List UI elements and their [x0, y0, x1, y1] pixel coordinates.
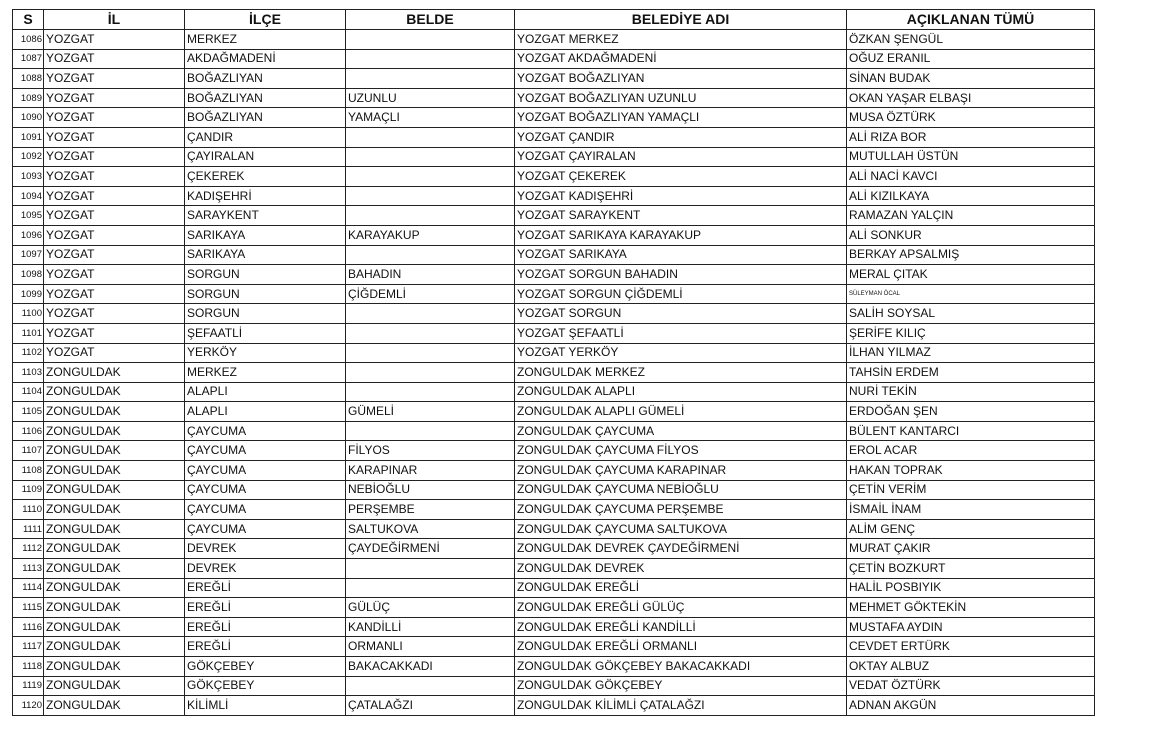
cell-s: 1116 — [13, 617, 44, 637]
table-row — [13, 108, 1095, 128]
cell-ilce: BOĞAZLIYAN — [185, 108, 346, 128]
cell-belde — [346, 676, 515, 696]
cell-il: YOZGAT — [44, 127, 185, 147]
cell-aciklanan-tumu: CEVDET ERTÜRK — [847, 637, 1095, 657]
cell-aciklanan-tumu: ALİ RIZA BOR — [847, 127, 1095, 147]
cell-s: 1090 — [13, 108, 44, 128]
cell-aciklanan-tumu: SALİH SOYSAL — [847, 304, 1095, 324]
cell-belde — [346, 30, 515, 50]
header-il: İL — [44, 10, 185, 30]
header-row — [13, 10, 1095, 30]
cell-il: YOZGAT — [44, 69, 185, 89]
cell-belediye-adi: YOZGAT SARAYKENT — [515, 206, 847, 226]
table-row — [13, 578, 1095, 598]
cell-il: YOZGAT — [44, 108, 185, 128]
cell-il: ZONGULDAK — [44, 598, 185, 618]
cell-belde: GÜMELİ — [346, 402, 515, 422]
cell-aciklanan-tumu: BÜLENT KANTARCI — [847, 421, 1095, 441]
cell-ilce: MERKEZ — [185, 363, 346, 383]
table-row — [13, 441, 1095, 461]
cell-belediye-adi: ZONGULDAK EREĞLİ KANDİLLİ — [515, 617, 847, 637]
cell-ilce: SARAYKENT — [185, 206, 346, 226]
cell-aciklanan-tumu: MUSTAFA AYDIN — [847, 617, 1095, 637]
cell-ilce: ÇEKEREK — [185, 167, 346, 187]
cell-ilce: DEVREK — [185, 559, 346, 579]
cell-s: 1115 — [13, 598, 44, 618]
table-row — [13, 657, 1095, 677]
table-row — [13, 49, 1095, 69]
cell-il: ZONGULDAK — [44, 500, 185, 520]
cell-belediye-adi: YOZGAT YERKÖY — [515, 343, 847, 363]
cell-s: 1109 — [13, 480, 44, 500]
cell-s: 1113 — [13, 559, 44, 579]
cell-s: 1104 — [13, 382, 44, 402]
header-belediye-adi: BELEDİYE ADI — [515, 10, 847, 30]
cell-ilce: BOĞAZLIYAN — [185, 88, 346, 108]
cell-belde: BAKACAKKADI — [346, 657, 515, 677]
cell-s: 1086 — [13, 30, 44, 50]
cell-aciklanan-tumu: MUTULLAH ÜSTÜN — [847, 147, 1095, 167]
cell-ilce: DEVREK — [185, 539, 346, 559]
cell-belediye-adi: YOZGAT SORGUN BAHADIN — [515, 265, 847, 285]
cell-aciklanan-tumu: HALİL POSBIYIK — [847, 578, 1095, 598]
cell-ilce: YERKÖY — [185, 343, 346, 363]
table-row — [13, 304, 1095, 324]
cell-il: ZONGULDAK — [44, 637, 185, 657]
cell-il: ZONGULDAK — [44, 617, 185, 637]
cell-il: ZONGULDAK — [44, 480, 185, 500]
table-row — [13, 245, 1095, 265]
table-row — [13, 382, 1095, 402]
cell-ilce: EREĞLİ — [185, 637, 346, 657]
cell-belde: ÇAYDEĞİRMENİ — [346, 539, 515, 559]
cell-il: ZONGULDAK — [44, 402, 185, 422]
cell-il: YOZGAT — [44, 186, 185, 206]
cell-aciklanan-tumu: ÇETİN VERİM — [847, 480, 1095, 500]
cell-ilce: ÇAYCUMA — [185, 519, 346, 539]
table-row — [13, 363, 1095, 383]
cell-il: YOZGAT — [44, 265, 185, 285]
table-row — [13, 637, 1095, 657]
cell-ilce: BOĞAZLIYAN — [185, 69, 346, 89]
cell-ilce: EREĞLİ — [185, 578, 346, 598]
table-row — [13, 186, 1095, 206]
cell-belediye-adi: YOZGAT SARIKAYA KARAYAKUP — [515, 225, 847, 245]
cell-il: ZONGULDAK — [44, 578, 185, 598]
cell-ilce: ÇAYCUMA — [185, 461, 346, 481]
cell-il: ZONGULDAK — [44, 539, 185, 559]
cell-s: 1100 — [13, 304, 44, 324]
cell-belediye-adi: YOZGAT BOĞAZLIYAN UZUNLU — [515, 88, 847, 108]
header-s: S — [13, 10, 44, 30]
cell-il: ZONGULDAK — [44, 421, 185, 441]
cell-ilce: ÇANDIR — [185, 127, 346, 147]
cell-aciklanan-tumu: NURİ TEKİN — [847, 382, 1095, 402]
cell-aciklanan-tumu: ŞERİFE KILIÇ — [847, 323, 1095, 343]
cell-belediye-adi: YOZGAT AKDAĞMADENİ — [515, 49, 847, 69]
cell-belediye-adi: ZONGULDAK GÖKÇEBEY — [515, 676, 847, 696]
cell-ilce: ÇAYCUMA — [185, 441, 346, 461]
cell-s: 1119 — [13, 676, 44, 696]
cell-belediye-adi: ZONGULDAK ÇAYCUMA PERŞEMBE — [515, 500, 847, 520]
cell-belediye-adi: ZONGULDAK MERKEZ — [515, 363, 847, 383]
cell-ilce: SORGUN — [185, 265, 346, 285]
table-row — [13, 480, 1095, 500]
table-row — [13, 539, 1095, 559]
cell-s: 1093 — [13, 167, 44, 187]
cell-s: 1089 — [13, 88, 44, 108]
cell-belde — [346, 49, 515, 69]
cell-aciklanan-tumu: İSMAİL İNAM — [847, 500, 1095, 520]
cell-ilce: MERKEZ — [185, 30, 346, 50]
table-row — [13, 265, 1095, 285]
cell-aciklanan-tumu: ALİ KIZILKAYA — [847, 186, 1095, 206]
cell-belde — [346, 559, 515, 579]
cell-ilce: EREĞLİ — [185, 598, 346, 618]
cell-belediye-adi: YOZGAT SARIKAYA — [515, 245, 847, 265]
cell-ilce: ŞEFAATLİ — [185, 323, 346, 343]
cell-s: 1092 — [13, 147, 44, 167]
cell-s: 1108 — [13, 461, 44, 481]
cell-il: ZONGULDAK — [44, 461, 185, 481]
cell-s: 1118 — [13, 657, 44, 677]
cell-belde — [346, 167, 515, 187]
cell-belde — [346, 363, 515, 383]
cell-il: ZONGULDAK — [44, 559, 185, 579]
cell-s: 1099 — [13, 284, 44, 304]
cell-aciklanan-tumu: SİNAN BUDAK — [847, 69, 1095, 89]
header-belde: BELDE — [346, 10, 515, 30]
table-row — [13, 147, 1095, 167]
cell-ilce: GÖKÇEBEY — [185, 657, 346, 677]
cell-s: 1096 — [13, 225, 44, 245]
cell-belediye-adi: YOZGAT BOĞAZLIYAN — [515, 69, 847, 89]
cell-belediye-adi: ZONGULDAK EREĞLİ GÜLÜÇ — [515, 598, 847, 618]
table-row — [13, 323, 1095, 343]
cell-ilce: ÇAYCUMA — [185, 421, 346, 441]
cell-belde: YAMAÇLI — [346, 108, 515, 128]
cell-il: ZONGULDAK — [44, 657, 185, 677]
cell-ilce: SARIKAYA — [185, 225, 346, 245]
cell-belde — [346, 147, 515, 167]
cell-ilce: SARIKAYA — [185, 245, 346, 265]
cell-s: 1102 — [13, 343, 44, 363]
table-row — [13, 617, 1095, 637]
candidate-table — [12, 9, 1095, 716]
table-row — [13, 127, 1095, 147]
cell-belde — [346, 382, 515, 402]
cell-belediye-adi: YOZGAT SORGUN ÇİĞDEMLİ — [515, 284, 847, 304]
cell-aciklanan-tumu: SÜLEYMAN ÖCAL — [847, 284, 1095, 304]
cell-belediye-adi: ZONGULDAK ALAPLI — [515, 382, 847, 402]
cell-aciklanan-tumu: OKTAY ALBUZ — [847, 657, 1095, 677]
cell-aciklanan-tumu: MEHMET GÖKTEKİN — [847, 598, 1095, 618]
cell-belde: PERŞEMBE — [346, 500, 515, 520]
cell-belde: KANDİLLİ — [346, 617, 515, 637]
cell-aciklanan-tumu: OKAN YAŞAR ELBAŞI — [847, 88, 1095, 108]
table-row — [13, 421, 1095, 441]
cell-belde: KARAYAKUP — [346, 225, 515, 245]
table-row — [13, 696, 1095, 716]
cell-il: YOZGAT — [44, 284, 185, 304]
cell-ilce: SORGUN — [185, 304, 346, 324]
cell-s: 1114 — [13, 578, 44, 598]
cell-belde: ÇATALAĞZI — [346, 696, 515, 716]
cell-ilce: ÇAYIRALAN — [185, 147, 346, 167]
cell-il: ZONGULDAK — [44, 363, 185, 383]
table-row — [13, 88, 1095, 108]
cell-il: YOZGAT — [44, 88, 185, 108]
cell-ilce: GÖKÇEBEY — [185, 676, 346, 696]
cell-belde — [346, 421, 515, 441]
cell-aciklanan-tumu: HAKAN TOPRAK — [847, 461, 1095, 481]
cell-belde: UZUNLU — [346, 88, 515, 108]
cell-il: ZONGULDAK — [44, 696, 185, 716]
cell-il: YOZGAT — [44, 323, 185, 343]
cell-s: 1098 — [13, 265, 44, 285]
cell-belediye-adi: ZONGULDAK ÇAYCUMA FİLYOS — [515, 441, 847, 461]
cell-s: 1101 — [13, 323, 44, 343]
cell-il: ZONGULDAK — [44, 382, 185, 402]
cell-il: YOZGAT — [44, 245, 185, 265]
cell-belediye-adi: YOZGAT BOĞAZLIYAN YAMAÇLI — [515, 108, 847, 128]
cell-aciklanan-tumu: VEDAT ÖZTÜRK — [847, 676, 1095, 696]
cell-il: ZONGULDAK — [44, 676, 185, 696]
cell-s: 1087 — [13, 49, 44, 69]
cell-aciklanan-tumu: TAHSİN ERDEM — [847, 363, 1095, 383]
table-row — [13, 206, 1095, 226]
cell-belediye-adi: ZONGULDAK ÇAYCUMA NEBİOĞLU — [515, 480, 847, 500]
cell-s: 1107 — [13, 441, 44, 461]
cell-ilce: ÇAYCUMA — [185, 500, 346, 520]
cell-belde — [346, 304, 515, 324]
cell-belde — [346, 206, 515, 226]
cell-belde: GÜLÜÇ — [346, 598, 515, 618]
cell-belde — [346, 186, 515, 206]
cell-il: YOZGAT — [44, 206, 185, 226]
cell-ilce: AKDAĞMADENİ — [185, 49, 346, 69]
cell-il: YOZGAT — [44, 49, 185, 69]
cell-s: 1097 — [13, 245, 44, 265]
cell-belediye-adi: ZONGULDAK EREĞLİ — [515, 578, 847, 598]
cell-aciklanan-tumu: EROL ACAR — [847, 441, 1095, 461]
cell-belde: ÇİĞDEMLİ — [346, 284, 515, 304]
cell-s: 1088 — [13, 69, 44, 89]
cell-il: YOZGAT — [44, 343, 185, 363]
cell-s: 1091 — [13, 127, 44, 147]
header-aciklanan-tumu: AÇIKLANAN TÜMÜ — [847, 10, 1095, 30]
cell-ilce: ALAPLI — [185, 402, 346, 422]
cell-s: 1095 — [13, 206, 44, 226]
cell-belde: NEBİOĞLU — [346, 480, 515, 500]
cell-aciklanan-tumu: ÖZKAN ŞENGÜL — [847, 30, 1095, 50]
cell-ilce: ALAPLI — [185, 382, 346, 402]
cell-ilce: SORGUN — [185, 284, 346, 304]
cell-belediye-adi: ZONGULDAK DEVREK ÇAYDEĞİRMENİ — [515, 539, 847, 559]
cell-belde: SALTUKOVA — [346, 519, 515, 539]
cell-s: 1094 — [13, 186, 44, 206]
cell-belediye-adi: ZONGULDAK ÇAYCUMA — [515, 421, 847, 441]
cell-aciklanan-tumu: ALİ NACİ KAVCI — [847, 167, 1095, 187]
cell-s: 1105 — [13, 402, 44, 422]
cell-s: 1120 — [13, 696, 44, 716]
table-row — [13, 167, 1095, 187]
cell-belediye-adi: YOZGAT KADIŞEHRİ — [515, 186, 847, 206]
cell-belediye-adi: ZONGULDAK EREĞLİ ORMANLI — [515, 637, 847, 657]
cell-belediye-adi: YOZGAT MERKEZ — [515, 30, 847, 50]
cell-belediye-adi: ZONGULDAK ÇAYCUMA SALTUKOVA — [515, 519, 847, 539]
table-row — [13, 559, 1095, 579]
cell-s: 1110 — [13, 500, 44, 520]
cell-belde — [346, 343, 515, 363]
cell-belediye-adi: YOZGAT ÇAYIRALAN — [515, 147, 847, 167]
cell-il: YOZGAT — [44, 304, 185, 324]
cell-belediye-adi: ZONGULDAK ALAPLI GÜMELİ — [515, 402, 847, 422]
cell-il: YOZGAT — [44, 167, 185, 187]
table-row — [13, 598, 1095, 618]
cell-belde: KARAPINAR — [346, 461, 515, 481]
cell-il: ZONGULDAK — [44, 519, 185, 539]
cell-belde — [346, 578, 515, 598]
cell-s: 1117 — [13, 637, 44, 657]
cell-belde: BAHADIN — [346, 265, 515, 285]
cell-aciklanan-tumu: ALİ SONKUR — [847, 225, 1095, 245]
cell-il: YOZGAT — [44, 225, 185, 245]
table-row — [13, 284, 1095, 304]
cell-s: 1103 — [13, 363, 44, 383]
cell-belde — [346, 323, 515, 343]
cell-belde: FİLYOS — [346, 441, 515, 461]
table-row — [13, 676, 1095, 696]
cell-il: YOZGAT — [44, 147, 185, 167]
cell-belediye-adi: YOZGAT SORGUN — [515, 304, 847, 324]
table-row — [13, 69, 1095, 89]
cell-aciklanan-tumu: ÇETİN BOZKURT — [847, 559, 1095, 579]
cell-belediye-adi: YOZGAT ÇANDIR — [515, 127, 847, 147]
cell-aciklanan-tumu: MERAL ÇITAK — [847, 265, 1095, 285]
cell-aciklanan-tumu: ALİM GENÇ — [847, 519, 1095, 539]
table-row — [13, 519, 1095, 539]
cell-belde: ORMANLI — [346, 637, 515, 657]
table-row — [13, 461, 1095, 481]
cell-belediye-adi: YOZGAT ŞEFAATLİ — [515, 323, 847, 343]
table-row — [13, 30, 1095, 50]
cell-s: 1106 — [13, 421, 44, 441]
cell-s: 1111 — [13, 519, 44, 539]
cell-belediye-adi: YOZGAT ÇEKEREK — [515, 167, 847, 187]
cell-belediye-adi: ZONGULDAK DEVREK — [515, 559, 847, 579]
cell-aciklanan-tumu: RAMAZAN YALÇIN — [847, 206, 1095, 226]
cell-belediye-adi: ZONGULDAK KİLİMLİ ÇATALAĞZI — [515, 696, 847, 716]
table-row — [13, 402, 1095, 422]
cell-ilce: KADIŞEHRİ — [185, 186, 346, 206]
cell-ilce: ÇAYCUMA — [185, 480, 346, 500]
cell-aciklanan-tumu: BERKAY APSALMIŞ — [847, 245, 1095, 265]
cell-belde — [346, 69, 515, 89]
cell-aciklanan-tumu: MURAT ÇAKIR — [847, 539, 1095, 559]
cell-ilce: KİLİMLİ — [185, 696, 346, 716]
table-row — [13, 225, 1095, 245]
cell-il: ZONGULDAK — [44, 441, 185, 461]
cell-ilce: EREĞLİ — [185, 617, 346, 637]
cell-aciklanan-tumu: İLHAN YILMAZ — [847, 343, 1095, 363]
cell-belde — [346, 245, 515, 265]
table-row — [13, 500, 1095, 520]
cell-aciklanan-tumu: MUSA ÖZTÜRK — [847, 108, 1095, 128]
cell-aciklanan-tumu: ERDOĞAN ŞEN — [847, 402, 1095, 422]
cell-belde — [346, 127, 515, 147]
cell-belediye-adi: ZONGULDAK ÇAYCUMA KARAPINAR — [515, 461, 847, 481]
cell-il: YOZGAT — [44, 30, 185, 50]
table-row — [13, 343, 1095, 363]
cell-s: 1112 — [13, 539, 44, 559]
table-body — [13, 30, 1095, 716]
header-ilce: İLÇE — [185, 10, 346, 30]
cell-aciklanan-tumu: ADNAN AKGÜN — [847, 696, 1095, 716]
cell-aciklanan-tumu: OĞUZ ERANIL — [847, 49, 1095, 69]
cell-belediye-adi: ZONGULDAK GÖKÇEBEY BAKACAKKADI — [515, 657, 847, 677]
